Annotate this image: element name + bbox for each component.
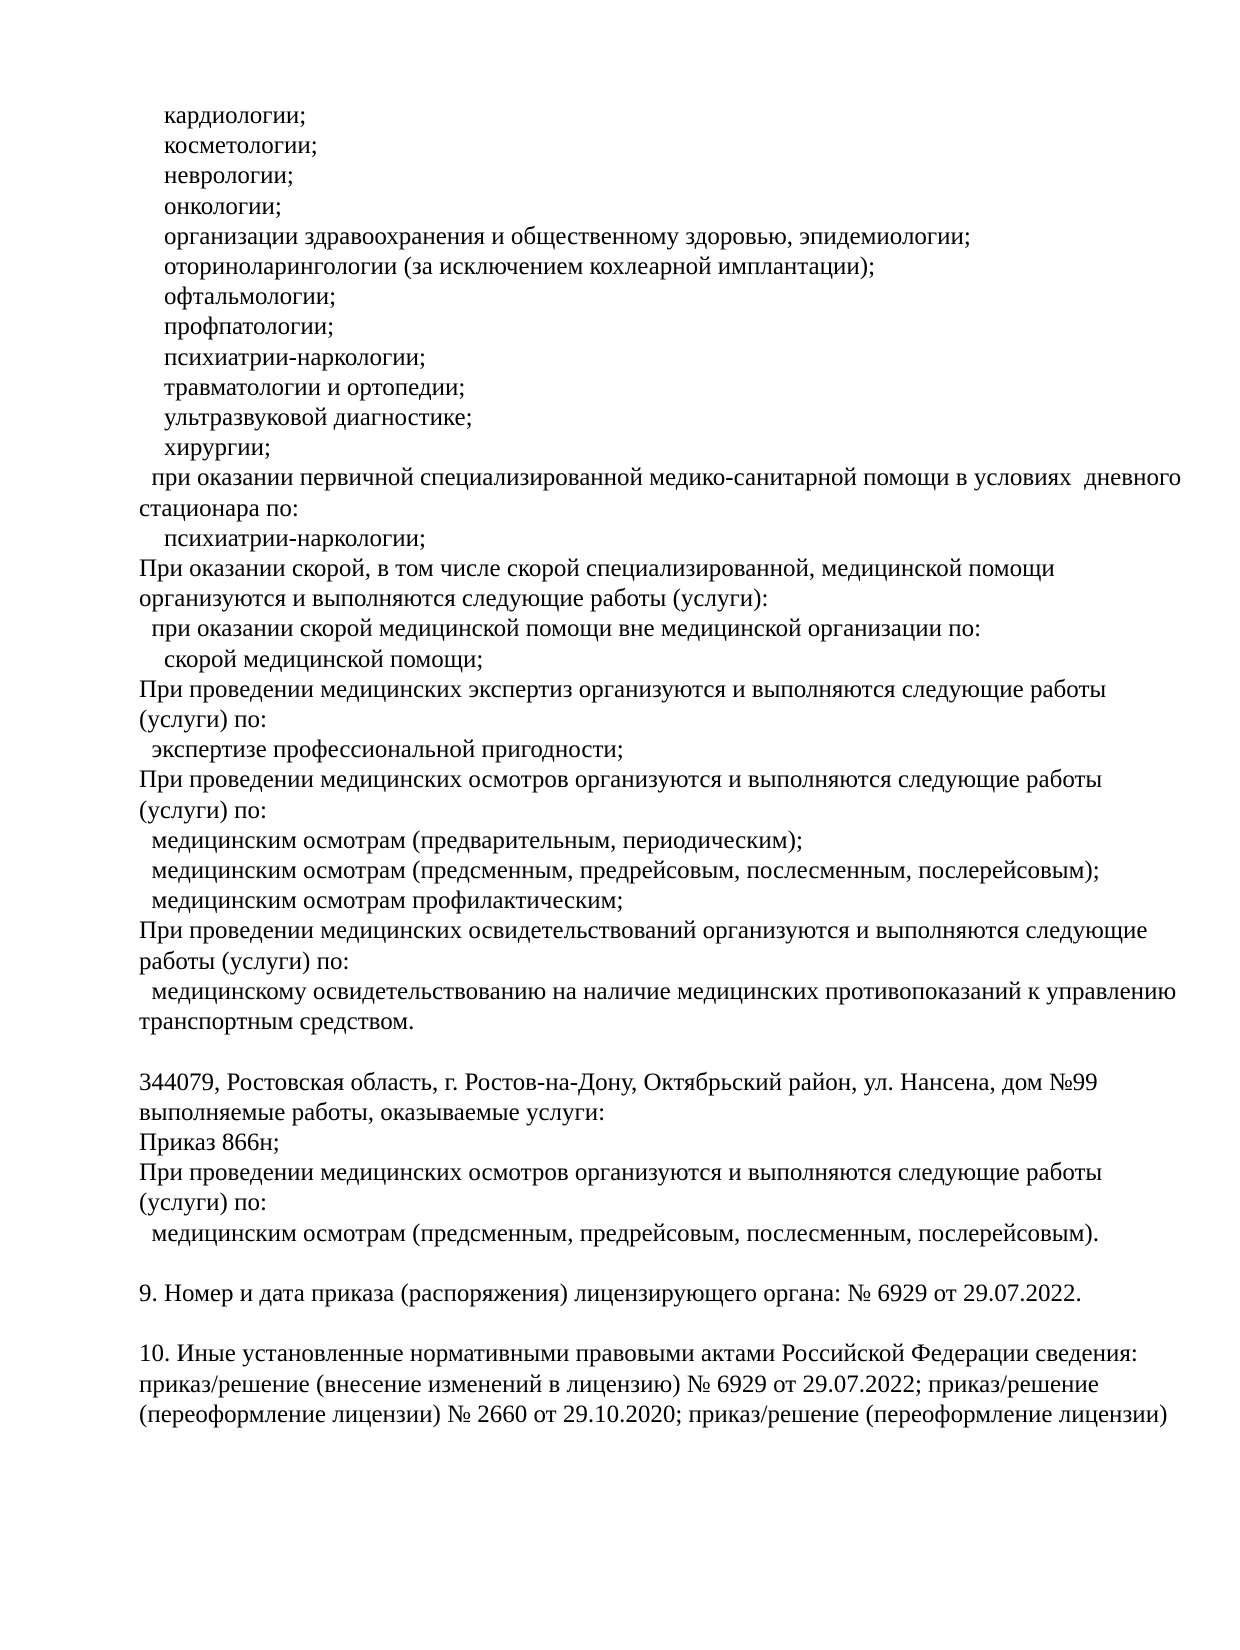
text-line: При оказании скорой, в том числе скорой специализированной, медицинской помощи	[139, 555, 1055, 583]
text-line: организации здравоохранения и общественному здоровью, эпидемиологии;	[139, 222, 971, 250]
text-line: 344079, Ростовская область, г. Ростов-на-Дону, Октябрьский район, ул. Нансена, дом №99	[139, 1068, 1098, 1096]
text-line: При проведении медицинских осмотров организуются и выполняются следующие работы	[139, 766, 1103, 794]
text-line: психиатрии-наркологии;	[139, 524, 426, 552]
text-line: травматологии и ортопедии;	[139, 373, 466, 401]
text-line: При проведении медицинских осмотров организуются и выполняются следующие работы	[139, 1159, 1103, 1187]
text-line: (услуги) по:	[139, 1189, 267, 1217]
text-line: при оказании скорой медицинской помощи вне медицинской организации по:	[139, 615, 982, 643]
text-line: организуются и выполняются следующие работы (услуги):	[139, 585, 769, 613]
text-line: офтальмологии;	[139, 283, 337, 311]
text-line: экспертизе профессиональной пригодности;	[139, 736, 624, 764]
text-line: ультразвуковой диагностике;	[139, 404, 473, 432]
text-line: стационара по:	[139, 494, 299, 522]
text-line: кардиологии;	[139, 102, 307, 129]
text-line: профпатологии;	[139, 313, 335, 341]
text-line: психиатрии-наркологии;	[139, 343, 426, 371]
text-line: медицинским осмотрам (предварительным, периодическим);	[139, 826, 803, 854]
text-line: оториноларингологии (за исключением кохлеарной имплантации);	[139, 253, 876, 281]
text-line: (переоформление лицензии) № 2660 от 29.10.2020; приказ/решение (переоформление лицензии)	[139, 1400, 1168, 1428]
text-line: неврологии;	[139, 162, 294, 190]
text-line: При проведении медицинских экспертиз организуются и выполняются следующие работы	[139, 675, 1107, 703]
text-line: медицинским осмотрам (предсменным, предрейсовым, послесменным, послерейсовым).	[139, 1219, 1099, 1247]
text-line: При проведении медицинских освидетельствований организуются и выполняются следующие	[139, 917, 1148, 945]
text-line	[139, 1249, 1149, 1279]
text-line: медицинским осмотрам профилактическим;	[139, 887, 624, 915]
text-line: (услуги) по:	[139, 706, 267, 734]
text-line	[139, 1037, 1149, 1067]
text-line: при оказании первичной специализированной медико-санитарной помощи в условиях дневного	[139, 464, 1182, 492]
text-line: работы (услуги) по:	[139, 947, 350, 975]
text-line: косметологии;	[139, 132, 318, 160]
text-line: онкологии;	[139, 192, 282, 220]
text-line	[139, 1309, 1149, 1339]
text-line: медицинским осмотрам (предсменным, предрейсовым, послесменным, послерейсовым);	[139, 857, 1100, 885]
text-line: транспортным средством.	[139, 1008, 415, 1036]
text-line: приказ/решение (внесение изменений в лицензию) № 6929 от 29.07.2022; приказ/решение	[139, 1370, 1099, 1398]
text-line: хирургии;	[139, 434, 272, 462]
text-line: скорой медицинской помощи;	[139, 645, 484, 673]
text-line: выполняемые работы, оказываемые услуги:	[139, 1098, 606, 1126]
text-line: 10. Иные установленные нормативными правовыми актами Российской Федерации сведения:	[139, 1340, 1138, 1368]
text-line: 9. Номер и дата приказа (распоряжения) лицензирующего органа: № 6929 от 29.07.2022.	[139, 1279, 1082, 1307]
text-line: Приказ 866н;	[139, 1128, 280, 1156]
text-line: (услуги) по:	[139, 796, 267, 824]
text-line: медицинскому освидетельствованию на наличие медицинских противопоказаний к управлению	[139, 977, 1177, 1005]
document-text	[139, 101, 1182, 1430]
